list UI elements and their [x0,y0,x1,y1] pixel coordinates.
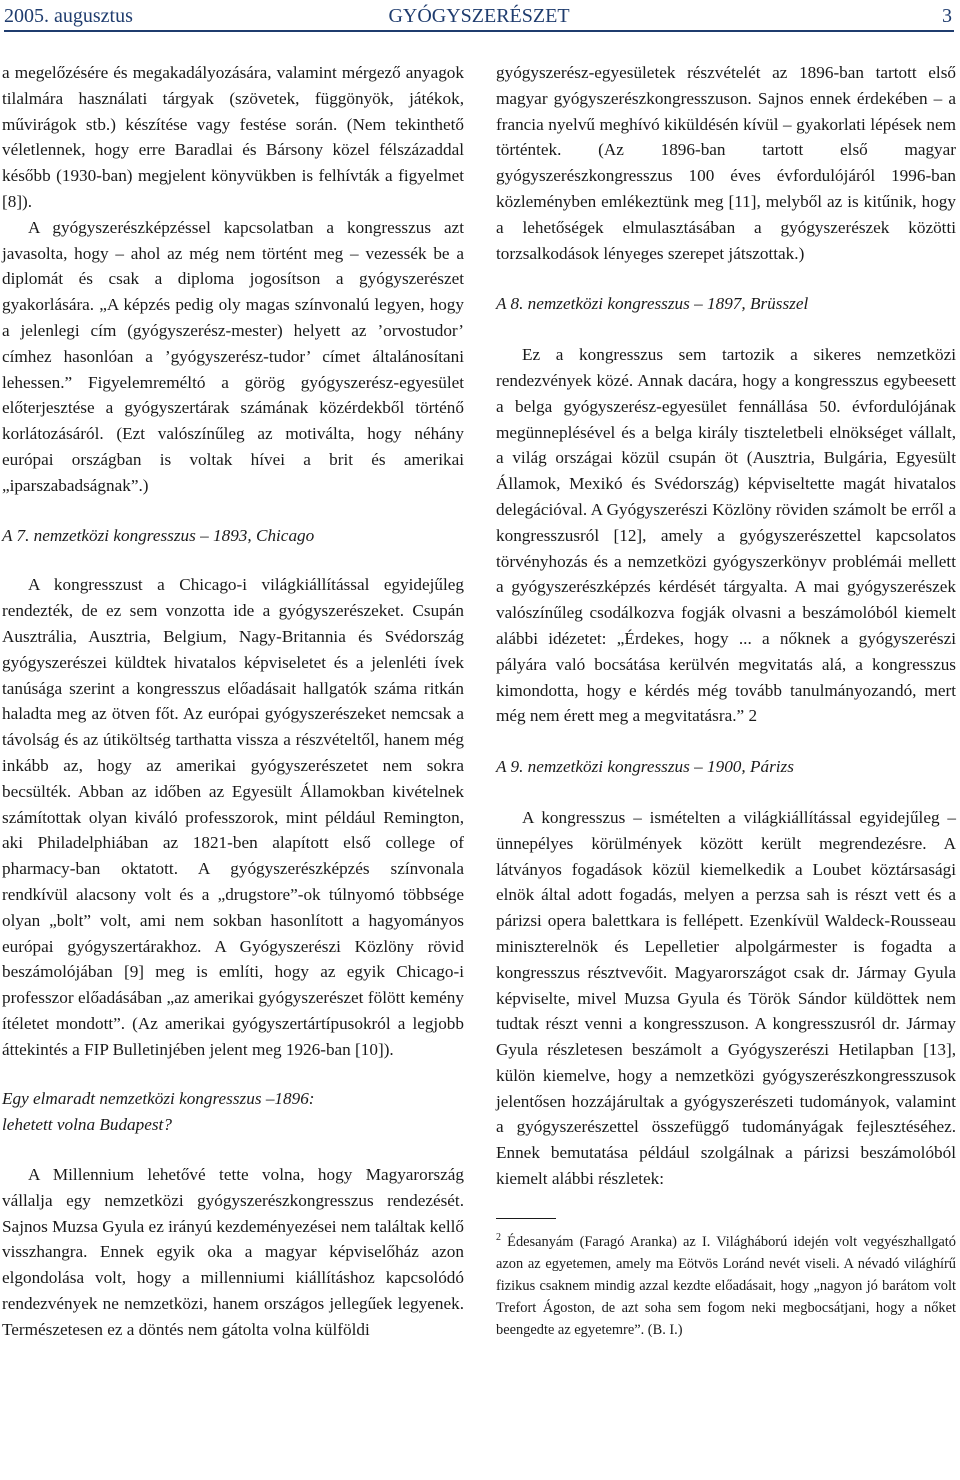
footnote-text: Édesanyám (Faragó Aranka) az I. Világháború idején volt vegyészhallgató azon az egyetemen, amely ma Eötvös Loránd nevét viseli. A névadó világhírű fizikus csaknem mindig azzal kezdte előadásait, hogy „nagyon jó barátom volt Trefort Ágoston, de azt soha sem fogom neki megbocsátjani, hogy a nőket beengedte az egyetemre”. (B. I.) [496,1233,956,1338]
paragraph: gyógyszerész-egyesületek részvételét az 1896-ban tartott első magyar gyógyszerészkongresszuson. Sajnos ennek érdekében – a francia nyelvű meghívó kiküldésén kívül – gyakorlati lépések nem történtek. (Az 1896-ban tartott első magyar gyógyszerészkongresszus 100 éves évfordulójáról 1996-ban közleményben emlékeztünk meg [11], melyből az is kitűnik, hogy a lehetőségek elmulasztásában a gyógyszerészek közötti torzsalkodások lényeges szerepet játszottak.) [496,63,956,263]
page-number: 3 [942,5,952,27]
paragraph: Ez a kongresszus sem tartozik a sikeres nemzetközi rendezvények közé. Annak dacára, hogy a kongresszus egybeesett a belga gyógyszerész-egyesület fennállása 50. évfordulójának megünneplésével és a belga király tiszteletbeli elnökséget vállalt, a világ országai közül csupán öt (Ausztria, Bulgária, Egyesült Államok, Mexikó és Svédország) képviseltette magát hivatalos delegációval. A Gyógyszerészi Közlöny röviden számolt be erről a kongresszusról [12], amely a gyógyszerészettel kapcsolatos törvényhozás és a nemzetközi gyógyszerkönyv problémái mellett a gyógyszerészképzés kérdését tárgyalta. A mai gyógyszerészek valószínűleg csodálkozva fogják olvasni a beszámolóból kiemelt alábbi idézetet: „Érdekes, hogy ... a nőknek a gyógyszerészi pályára való bocsátása kerülvén megvitatás alá, a kongresszus kimondotta, hogy e kérdés még tovább tanulmányozandó, mert még nem érett meg a megvitatásra.” 2 [496,345,956,726]
right-column [496,60,956,1341]
header-date: 2005. augusztus [4,5,133,27]
footnote [496,1227,956,1341]
section-heading: A 8. nemzetközi kongresszus – 1897, Brüsszel [496,294,809,314]
page-header [4,2,954,32]
section-heading: A 9. nemzetközi kongresszus – 1900, Párizs [496,757,794,777]
paragraph: A gyógyszerészképzéssel kapcsolatban a kongresszus azt javasolta, hogy – ahol az még nem történt meg – vezessék be a diplomát és csak a diploma jogosítson a gyógyszerészet gyakorlására. „A képzés pedig oly magas színvonalú legyen, hogy a jelenlegi cím (gyógyszerész-mester) helyett az ’orvostudor’ címhez hasonlóan a ’gyógyszerész-tudor’ címet általánosítani lehessen.” Figyelemreméltó a görög gyógyszerész-egyesület előterjesztése a gyógyszertárak számának közérdekből történő korlátozásáról. (Ezt valószínűleg az motiválta, hogy néhány európai országban is voltak hívei a brit és amerikai „iparszabadságnak”.) [2,217,464,495]
footnote-mark: 2 [496,1231,501,1243]
paragraph: a megelőzésére és megakadályozására, valamint mérgező anyagok tilalmára használati tárgyak (szövetek, függönyök, játékok, művirágok stb.) készítése vagy festése során. (Nem tekinthető véletlennek, hogy erre Baradlai és Bársony közel félszázaddal később (1930-ban) megjelent könyvükben is felhívták a figyelmet [8]). [2,63,464,211]
footnote-rule [496,1218,556,1219]
section-heading-line2: lehetett volna Budapest? [2,1115,172,1135]
paragraph: A Millennium lehetővé tette volna, hogy Magyarország vállalja egy nemzetközi gyógyszerészkongresszus rendezését. Sajnos Muzsa Gyula ez irányú kezdeményezései nem találtak kellő visszhangra. Ennek egyik oka a magyar képviselőház azon elgondolása volt, hogy a millenniumi kiállításhoz kapcsolódó rendezvények ne nemzetközi, hanem országos jellegűek legyenek. Természetesen ez a döntés nem gátolta volna külföldi [2,1165,464,1339]
paragraph: A kongresszust a Chicago-i világkiállítással egyidejűleg rendezték, de ez sem vonzotta ide a gyógyszerészeket. Csupán Ausztrália, Ausztria, Belgium, Nagy-Britannia és Svédország gyógyszerészei küldtek hivatalos képviseletet és a jelenléti ívek tanúsága szerint a kongresszus előadásait hallgatók száma ritkán haladta meg az ötven főt. Az európai gyógyszerészeket nemcsak a távolság és az útiköltség tarthatta vissza a részvételtől, hanem még inkább az, hogy az amerikai gyógyszerészetet nem sokra becsülték. Abban az időben az Egyesült Államokban kivételnek számítottak olyan kiváló professzorok, mint például Remington, aki Philadelphiában az 1821-ben alapított első college of pharmacy-ban oktatott. A gyógyszerészképzés színvonala rendkívül alacsony volt és a „drugstore”-ok túlnyomó többsége olyan „bolt” volt, ami nem sokban hasonlított a hagyományos európai gyógyszertárakhoz. A Gyógyszerészi Közlöny rövid beszámolójában [9] meg is említi, hogy az egyik Chicago-i professzor előadásában „az amerikai gyógyszerészet fölött kemény ítéletet mondott”. (Az amerikai gyógyszertártípusokról a legjobb áttekintés a FIP Bulletinjében jelent meg 1926-ban [10]). [2,575,464,1059]
header-title: GYÓGYSZERÉSZET [388,5,570,27]
paragraph: A kongresszus – ismételten a világkiállítással egyidejűleg – ünnepélyes körülmények között került megrendezésre. A látványos fogadások közül kiemelkedik a Loubet köztársasági elnök által adott fogadás, melyen a perzsa sah is részt vett és a párizsi opera balettkara is fellépett. Ezenkívül Waldeck-Rousseau miniszterelnök és Lepelletier alpolgármester is fogadta a kongresszus résztvevőit. Magyarországot csak dr. Jármay Gyula képviselte, mivel Muzsa Gyula és Török Sándor küldöttek nem tudtak részt venni a kongresszuson. A kongresszusról dr. Jármay Gyula részletesen beszámolt a Gyógyszerészi Hetilapban [13], külön kiemelve, hogy a nemzetközi gyógyszerészkongresszusok jelentősen hozzájárultak a gyógyszerészeti tudományok, valamint a gyógyszerészettel összefüggő tudományágak fejlesztéséhez. Ennek bemutatása például szolgálnak a párizsi beszámolóból kiemelt alábbi részletek: [496,807,956,1189]
left-column [2,60,464,1343]
section-heading: Egy elmaradt nemzetközi kongresszus –1896: [2,1089,315,1109]
section-heading: A 7. nemzetközi kongresszus – 1893, Chicago [2,525,315,545]
